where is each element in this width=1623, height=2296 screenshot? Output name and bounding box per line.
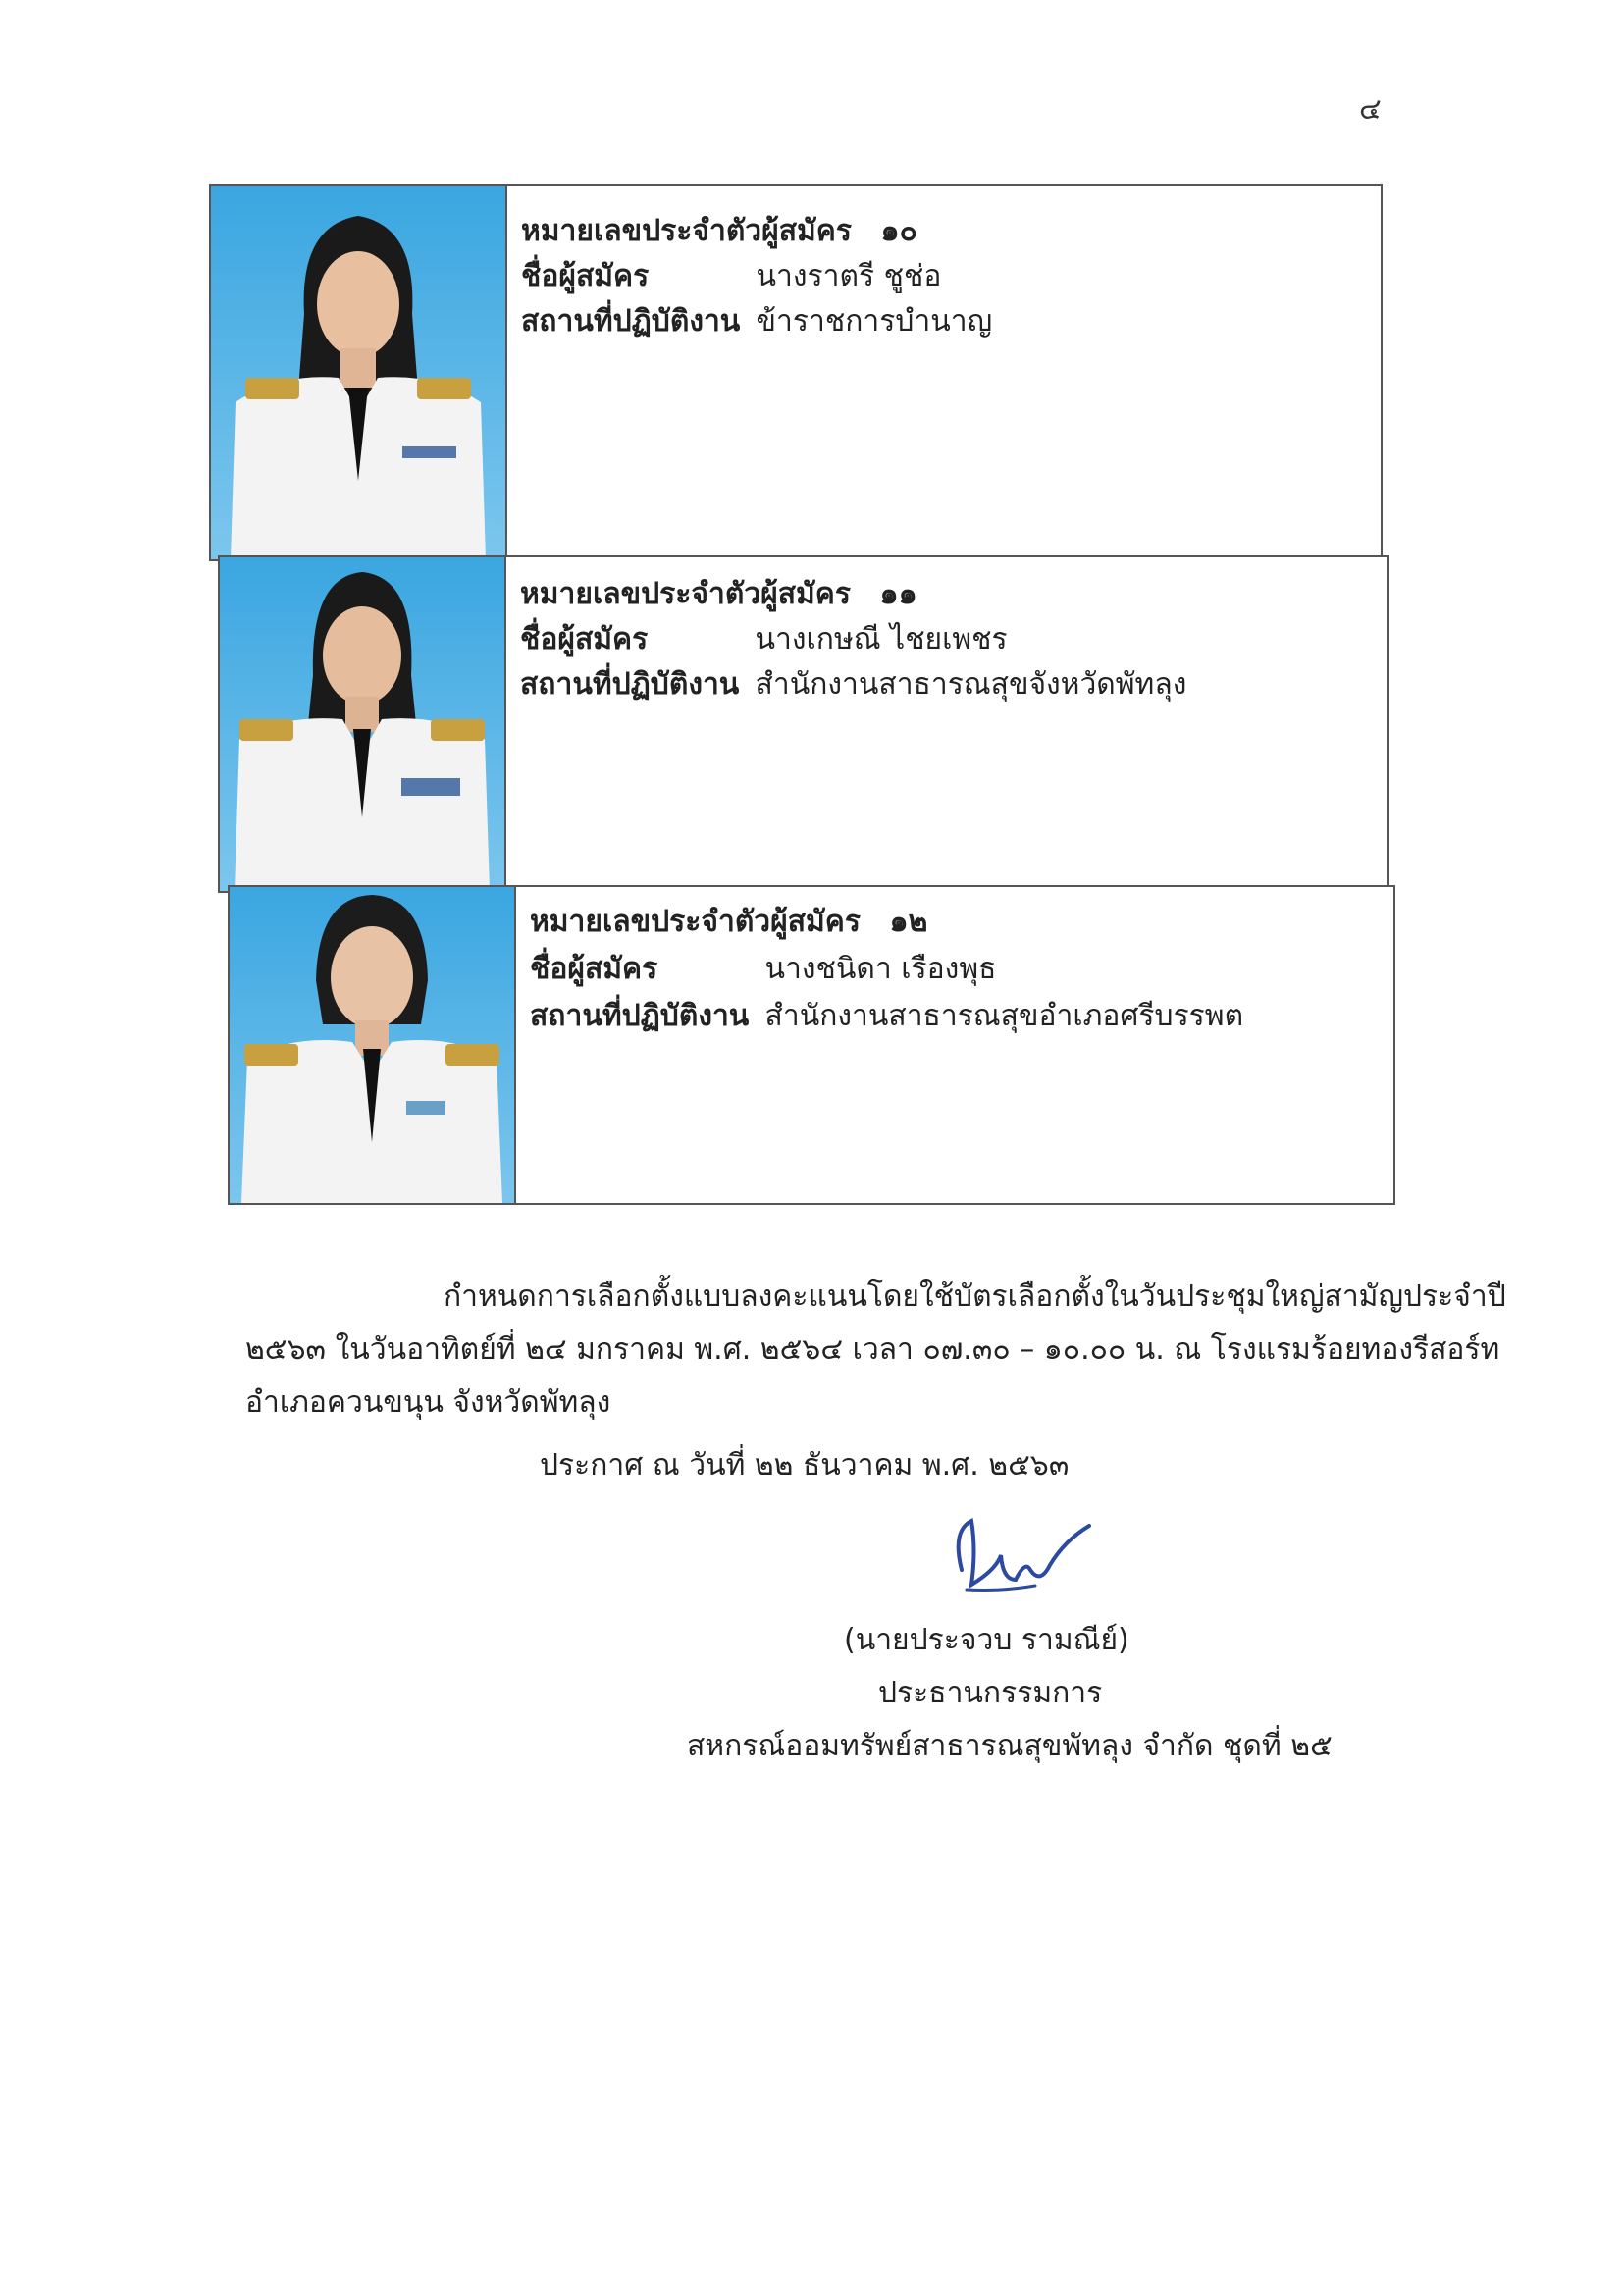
candidate-name: นางเกษณี ไชยเพชร — [755, 622, 1008, 656]
candidate-workplace: สำนักงานสาธารณสุขจังหวัดพัทลุง — [755, 667, 1187, 702]
candidate-name-label: ชื่อผู้สมัคร — [520, 622, 649, 656]
candidate-info — [506, 557, 1387, 891]
candidate-number-label: หมายเลขประจำตัวผู้สมัคร — [521, 214, 852, 248]
candidate-card — [218, 555, 1389, 893]
candidate-photo — [211, 186, 507, 559]
candidate-card — [228, 885, 1395, 1205]
candidate-number-label: หมายเลขประจำตัวผู้สมัคร — [530, 905, 861, 939]
workplace-label: สถานที่ปฏิบัติงาน — [530, 999, 750, 1033]
candidate-name: นางราตรี ชูช่อ — [756, 259, 942, 293]
candidate-name-label: ชื่อผู้สมัคร — [530, 952, 658, 986]
page-number: ๔ — [1359, 92, 1382, 127]
signature-image — [942, 1511, 1099, 1599]
announcement-line-1: กำหนดการเลือกตั้งแบบลงคะแนนโดยใช้บัตรเลือกตั้งในวันประชุมใหญ่สามัญประจำปี — [444, 1279, 1506, 1314]
candidate-info — [507, 186, 1381, 559]
candidate-workplace: ข้าราชการบำนาญ — [756, 304, 993, 339]
announcement-date: ประกาศ ณ วันที่ ๒๒ ธันวาคม พ.ศ. ๒๕๖๓ — [540, 1448, 1070, 1483]
candidate-photo — [220, 557, 506, 891]
workplace-label: สถานที่ปฏิบัติงาน — [520, 667, 740, 702]
candidate-name-label: ชื่อผู้สมัคร — [521, 259, 650, 293]
candidate-name: นางชนิดา เรืองพุธ — [764, 952, 997, 986]
candidate-info — [516, 887, 1393, 1203]
candidate-number: ๑๐ — [880, 214, 917, 248]
candidate-number: ๑๑ — [879, 577, 917, 611]
candidate-workplace: สำนักงานสาธารณสุขอำเภอศรีบรรพต — [764, 999, 1244, 1033]
signatory-organization: สหกรณ์ออมทรัพย์สาธารณสุขพัทลุง จำกัด ชุดที่ ๒๕ — [687, 1729, 1333, 1763]
announcement-line-2: ๒๕๖๓ ในวันอาทิตย์ที่ ๒๔ มกราคม พ.ศ. ๒๕๖๔ เวลา ๐๗.๓๐ – ๑๐.๐๐ น. ณ โรงแรมร้อยทองรีสอร์ท — [245, 1332, 1500, 1367]
candidate-number: ๑๒ — [889, 905, 928, 939]
signatory-position: ประธานกรรมการ — [878, 1676, 1103, 1710]
candidate-number-label: หมายเลขประจำตัวผู้สมัคร — [520, 577, 851, 611]
candidate-card — [209, 184, 1383, 561]
workplace-label: สถานที่ปฏิบัติงาน — [521, 304, 741, 339]
announcement-line-3: อำเภอควนขนุน จังหวัดพัทลุง — [245, 1385, 611, 1420]
signatory-name: (นายประจวบ รามณีย์) — [844, 1623, 1129, 1657]
candidate-photo — [230, 887, 516, 1203]
